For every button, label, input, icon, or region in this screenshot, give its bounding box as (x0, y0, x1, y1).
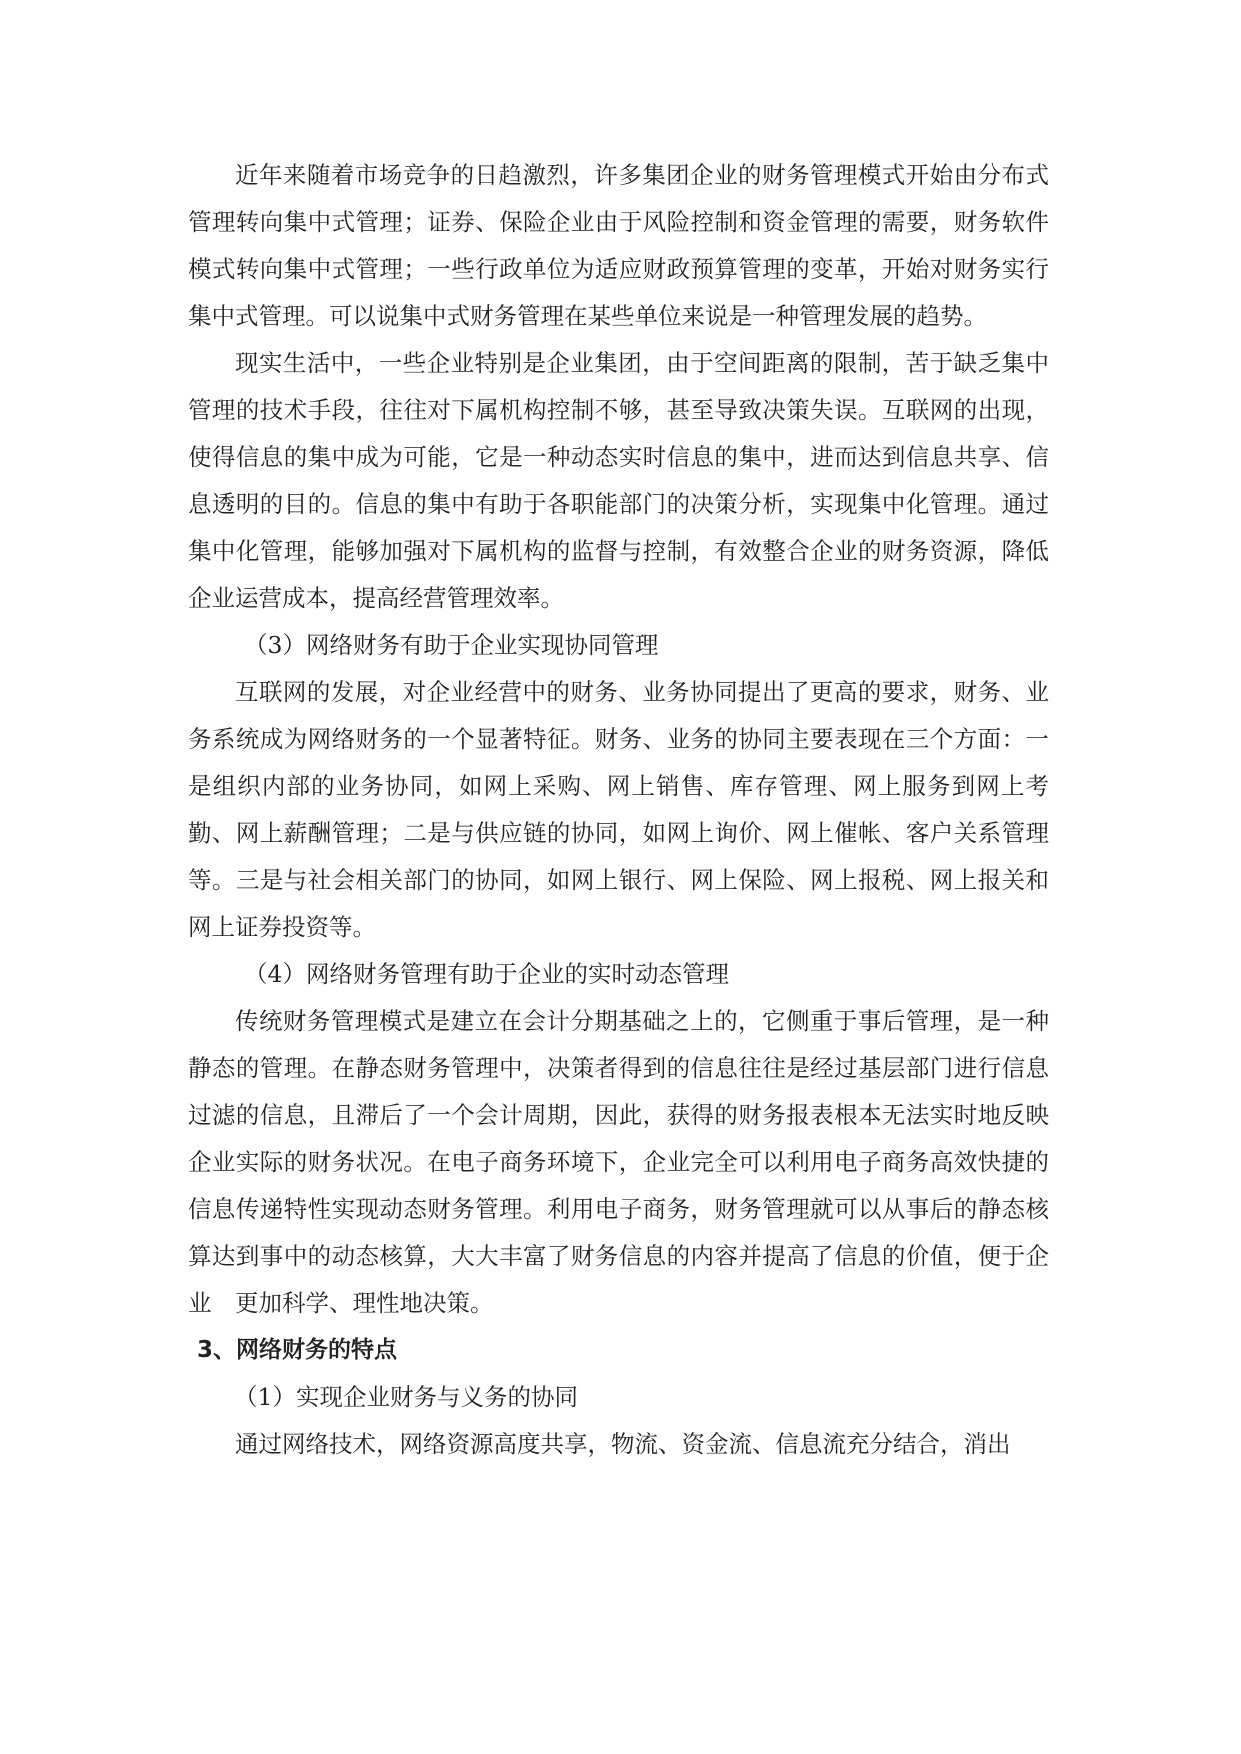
section-heading-network-finance-features: 3、网络财务的特点 (197, 1337, 398, 1363)
subheading-4-realtime-management: （4）网络财务管理有助于企业的实时动态管理 (244, 960, 729, 988)
paragraph-centralized-management-trend: 近年来随着市场竞争的日趋激烈，许多集团企业的财务管理模式开始由分布式管理转向集中式管理；证券、保险企业由于风险控制和资金管理的需要，财务软件模式转向集中式管理；一些行政单位为适应财政预算管理的变革，开始对财务实行集中式管理。可以说集中式财务管理在某些单位来说是一种管理发展的趋势。 (188, 161, 1049, 330)
subheading-1-finance-business-collaboration: （1）实现企业财务与义务的协同 (234, 1383, 578, 1411)
subheading-3-collaborative-management: （3）网络财务有助于企业实现协同管理 (244, 631, 659, 659)
paragraph-network-resource-sharing: 通过网络技术，网络资源高度共享，物流、资金流、信息流充分结合，消出 (235, 1430, 1011, 1458)
paragraph-realtime-dynamic: 传统财务管理模式是建立在会计分期基础之上的，它侧重于事后管理，是一种静态的管理。在静态财务管理中，决策者得到的信息往往是经过基层部门进行信息过滤的信息，且滞后了一个会计周期，因此，获得的财务报表根本无法实时地反映企业实际的财务状况。在电子商务环境下，企业完全可以利用电子商务高效快捷的信息传递特性实现动态财务管理。利用电子商务，财务管理就可以从事后的静态核算达到事中的动态核算，大大丰富了财务信息的内容并提高了信息的价值，便于企业 更加科学、理性地决策。 (188, 1007, 1049, 1317)
paragraph-collaboration: 互联网的发展，对企业经营中的财务、业务协同提出了更高的要求，财务、业务系统成为网络财务的一个显著特征。财务、业务的协同主要表现在三个方面：一是组织内部的业务协同，如网上采购、网上销售、库存管理、网上服务到网上考勤、网上薪酬管理；二是与供应链的协同，如网上询价、网上催帐、客户关系管理等。三是与社会相关部门的协同，如网上银行、网上保险、网上报税、网上报关和网上证券投资等。 (188, 678, 1049, 941)
paragraph-information-centralization: 现实生活中，一些企业特别是企业集团，由于空间距离的限制，苦于缺乏集中管理的技术手段，往往对下属机构控制不够，甚至导致决策失误。互联网的出现，使得信息的集中成为可能，它是一种动态实时信息的集中，进而达到信息共享、信息透明的目的。信息的集中有助于各职能部门的决策分析，实现集中化管理。通过集中化管理，能够加强对下属机构的监督与控制，有效整合企业的财务资源，降低企业运营成本，提高经营管理效率。 (188, 349, 1049, 612)
document-body (188, 152, 1049, 1468)
